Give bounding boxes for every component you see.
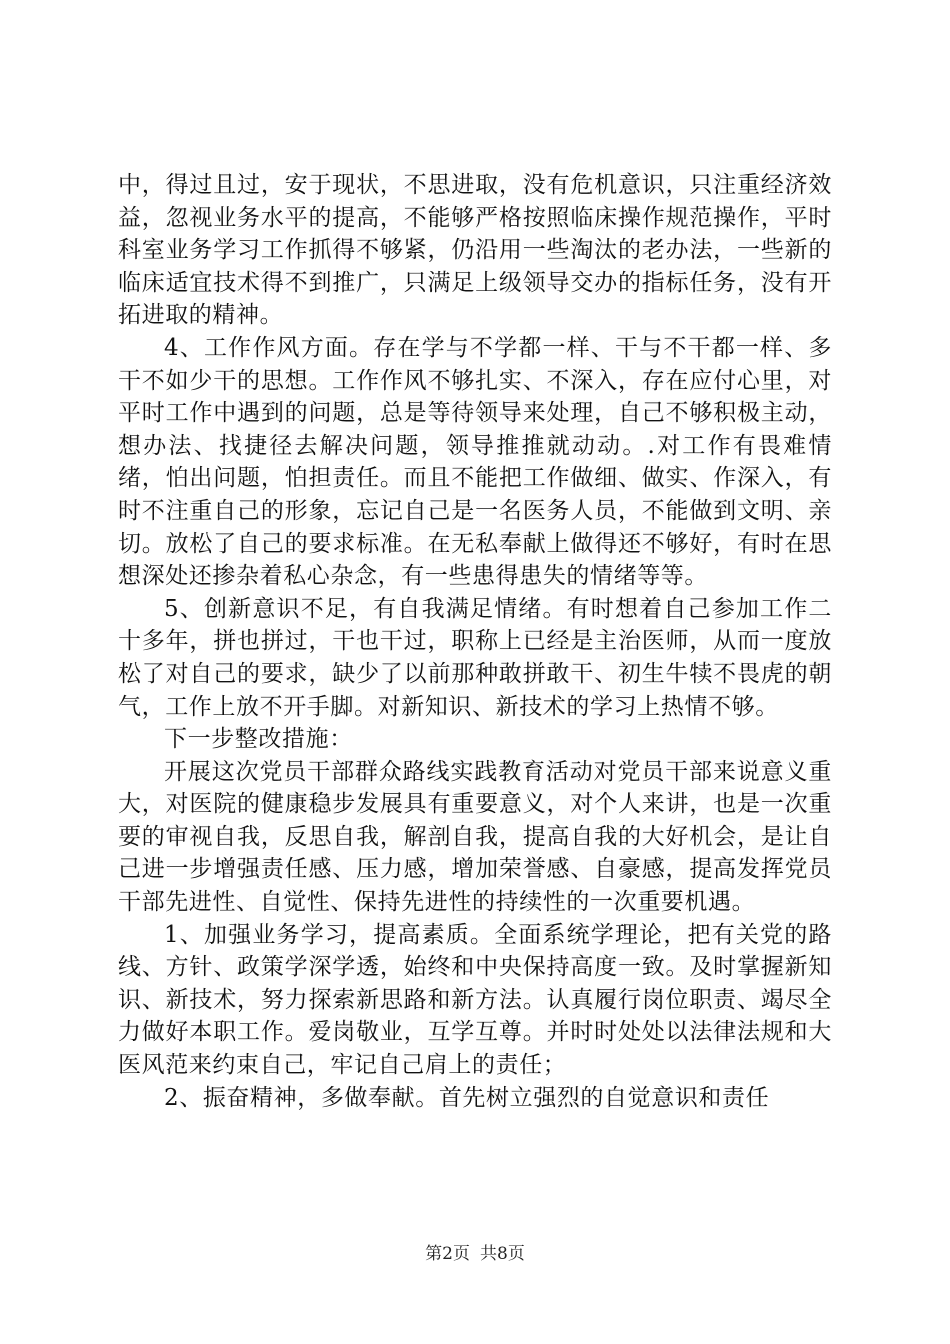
paragraph-2: 4、工作作风方面。存在学与不学都一样、干与不干都一样、多干不如少干的思想。工作作风不够扎实、不深入，存在应付心里，对平时工作中遇到的问题，总是等待领导来处理，自己不够积极主动，想办法、找捷径去解决问题，领导推推就动动。.对工作有畏难情绪，怕出问题，怕担责任。而且不能把工作做细、做实、作深入，有时不注重自己的形象，忘记自己是一名医务人员，不能做到文明、亲切。放松了自己的要求标准。在无私奉献上做得还不够好，有时在思想深处还掺杂着私心杂念，有一些患得患失的情绪等等。 <box>118 334 832 590</box>
paragraph-5: 1、加强业务学习，提高素质。全面系统学理论，把有关党的路线、方针、政策学深学透，始终和中央保持高度一致。及时掌握新知识、新技术，努力探索新思路和新方法。认真履行岗位职责、竭尽全力做好本职工作。爱岗敬业，互学互尊。并时时处处以法律法规和大医风范来约束自己，牢记自己肩上的责任； <box>118 921 832 1079</box>
section-heading: 下一步整改措施： <box>164 726 353 753</box>
document-body <box>118 169 832 1114</box>
paragraph-4: 开展这次党员干部群众路线实践教育活动对党员干部来说意义重大，对医院的健康稳步发展具有重要意义，对个人来讲，也是一次重要的审视自我，反思自我，解剖自我，提高自我的大好机会，是让自己进一步增强责任感、压力感，增加荣誉感、自豪感，提高发挥党员干部先进性、自觉性、保持先进性的持续性的一次重要机遇。 <box>118 758 832 916</box>
page-total: 共8页 <box>480 1244 525 1264</box>
paragraph-1: 中，得过且过，安于现状，不思进取，没有危机意识，只注重经济效益，忽视业务水平的提高，不能够严格按照临床操作规范操作，平时科室业务学习工作抓得不够紧，仍沿用一些淘汰的老办法，一些新的临床适宜技术得不到推广，只满足上级领导交办的指标任务，没有开拓进取的精神。 <box>118 172 832 329</box>
paragraph-3: 5、创新意识不足，有自我满足情绪。有时想着自己参加工作二十多年，拼也拼过，干也干过，职称上已经是主治医师，从而一度放松了对自己的要求，缺少了以前那种敢拼敢干、初生牛犊不畏虎的朝气，工作上放不开手脚。对新知识、新技术的学习上热情不够。 <box>118 595 832 720</box>
paragraph-6: 2、振奋精神，多做奉献。首先树立强烈的自觉意识和责任 <box>164 1084 770 1111</box>
page-footer <box>0 1243 950 1265</box>
page-number: 第2页 <box>425 1244 470 1264</box>
